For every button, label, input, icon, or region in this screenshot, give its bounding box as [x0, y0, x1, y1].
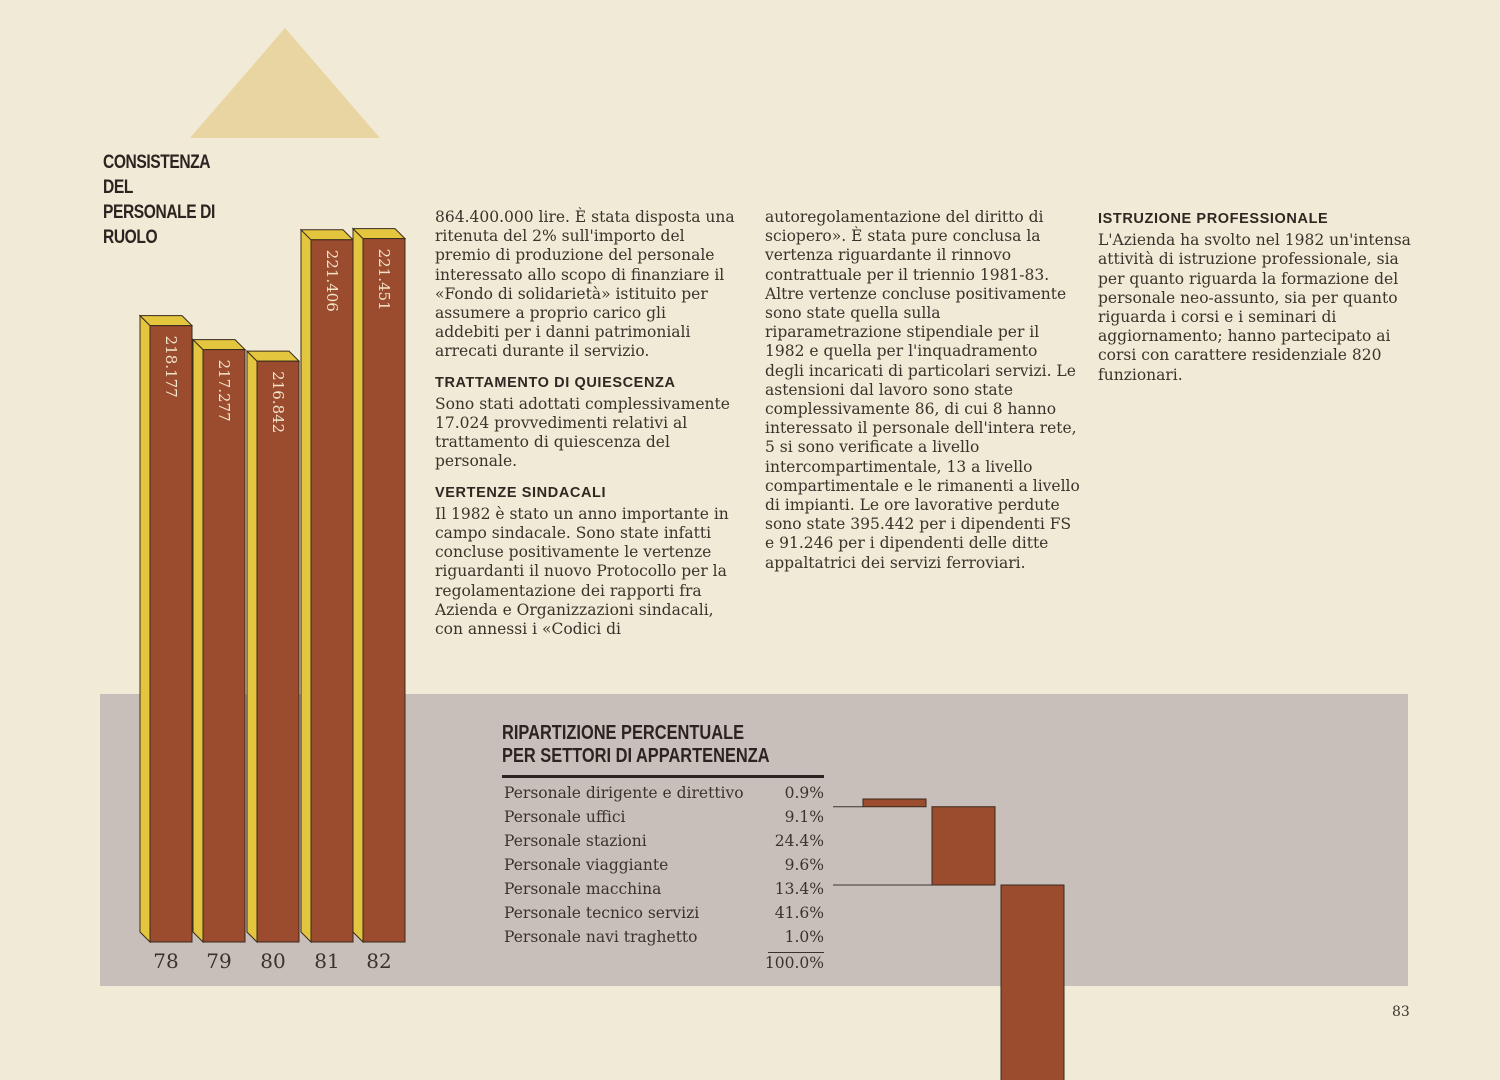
page-number: 83 — [1392, 1004, 1410, 1020]
staff-bar-top — [247, 351, 299, 361]
distribution-pct: 41.6% — [774, 904, 824, 922]
distribution-title: RIPARTIZIONE PERCENTUALE PER SETTORI DI APPARTENENZA — [502, 722, 770, 767]
column1-intro: 864.400.000 lire. È stata disposta una ritenuta del 2% sull'importo del premio di produzione del personale interessato allo scopo di finanziare il «Fondo di solidarietà» istituito per assumere a proprio carico gli addebiti per i danni patrimoniali arrecati durante il servizio. — [435, 208, 735, 361]
staff-bar-value: 221.451 — [375, 248, 393, 311]
staff-bar-value: 216.842 — [269, 371, 287, 434]
distribution-label: Personale dirigente e direttivo — [504, 784, 744, 802]
distribution-label: Personale navi traghetto — [504, 928, 698, 946]
staff-bar-year: 78 — [153, 949, 179, 973]
distribution-label: Personale stazioni — [504, 832, 647, 850]
staff-bar-side — [353, 229, 363, 942]
heading-vertenze: VERTENZE SINDACALI — [435, 484, 607, 501]
staff-bar-value: 217.277 — [215, 359, 233, 422]
staff-bar — [363, 239, 405, 942]
distribution-pct: 0.9% — [784, 784, 824, 802]
staff-bar — [150, 326, 192, 942]
staff-bar-value: 218.177 — [162, 335, 180, 398]
staff-bar — [311, 240, 353, 942]
staff-bar-year: 81 — [314, 949, 340, 973]
staff-bar-side — [301, 230, 311, 942]
staff-bar — [257, 361, 299, 942]
distribution-label: Personale tecnico servizi — [504, 904, 700, 922]
staff-bar-year: 82 — [366, 949, 392, 973]
distribution-bar — [932, 807, 995, 885]
paragraph-vertenze: Il 1982 è stato un anno importante in campo sindacale. Sono state infatti concluse positivamente le vertenze riguardanti il nuovo Protocollo per la regolamentazione dei rapporti fra Azienda e Organizzazioni sindacali, con annessi i «Codici di — [435, 504, 729, 639]
distribution-pct: 1.0% — [784, 928, 824, 946]
distribution-label: Personale uffici — [504, 808, 626, 826]
staff-bar-top — [301, 230, 353, 240]
distribution-label: Personale macchina — [504, 880, 662, 898]
paragraph-quiescenza: Sono stati adottati complessivamente 17.024 provvedimenti relativi al trattamento di quiescenza del personale. — [435, 394, 730, 471]
staff-bar-top — [140, 316, 192, 326]
staff-chart-title: CONSISTENZA DEL PERSONALE DI RUOLO — [103, 152, 215, 248]
paragraph-istruzione: L'Azienda ha svolto nel 1982 un'intensa attività di istruzione professionale, sia per quanto riguarda la formazione del personale neo-assunto, sia per quanto riguarda i corsi e i seminari di aggiornamento; hanno partecipato ai corsi con carattere residenziale 820 funzionari. — [1098, 231, 1411, 384]
staff-bar-year: 79 — [206, 949, 232, 973]
distribution-pct: 13.4% — [774, 880, 824, 898]
heading-quiescenza: TRATTAMENTO DI QUIESCENZA — [435, 374, 676, 391]
staff-bar-side — [140, 316, 150, 942]
distribution-bar — [863, 799, 926, 807]
distribution-label: Personale viaggiante — [504, 856, 669, 874]
staff-bar-value: 221.406 — [323, 249, 341, 312]
distribution-bar — [1001, 885, 1064, 1080]
column2-text: autoregolamentazione del diritto di sciopero». È stata pure conclusa la vertenza riguardante il rinnovo contrattuale per il triennio 1981-83. Altre vertenze concluse positivamente sono state quella sulla riparametrazione stipendiale per il 1982 e quella per l'inquadramento degli incaricati di particolari servizi. Le astensioni dal lavoro sono state complessivamente 86, di cui 8 hanno interessato il personale dell'intera rete, 5 si sono verificate a livello intercompartimentale, 13 a livello compartimentale e le rimanenti a livello di impianti. Le ore lavorative perdute sono state 395.442 per i dipendenti FS e 91.246 per i dipendenti delle ditte appaltatrici dei servizi ferroviari. — [765, 208, 1080, 572]
distribution-pct: 24.4% — [774, 832, 824, 850]
distribution-pct: 9.6% — [784, 856, 824, 874]
staff-bar-side — [193, 340, 203, 942]
staff-bar-year: 80 — [260, 949, 286, 973]
distribution-pct: 9.1% — [784, 808, 824, 826]
staff-bar-top — [193, 340, 245, 350]
staff-bar — [203, 350, 245, 942]
distribution-total: 100.0% — [764, 954, 824, 972]
staff-bar-side — [247, 351, 257, 942]
heading-istruzione: ISTRUZIONE PROFESSIONALE — [1098, 211, 1329, 227]
staff-bar-top — [353, 229, 405, 239]
